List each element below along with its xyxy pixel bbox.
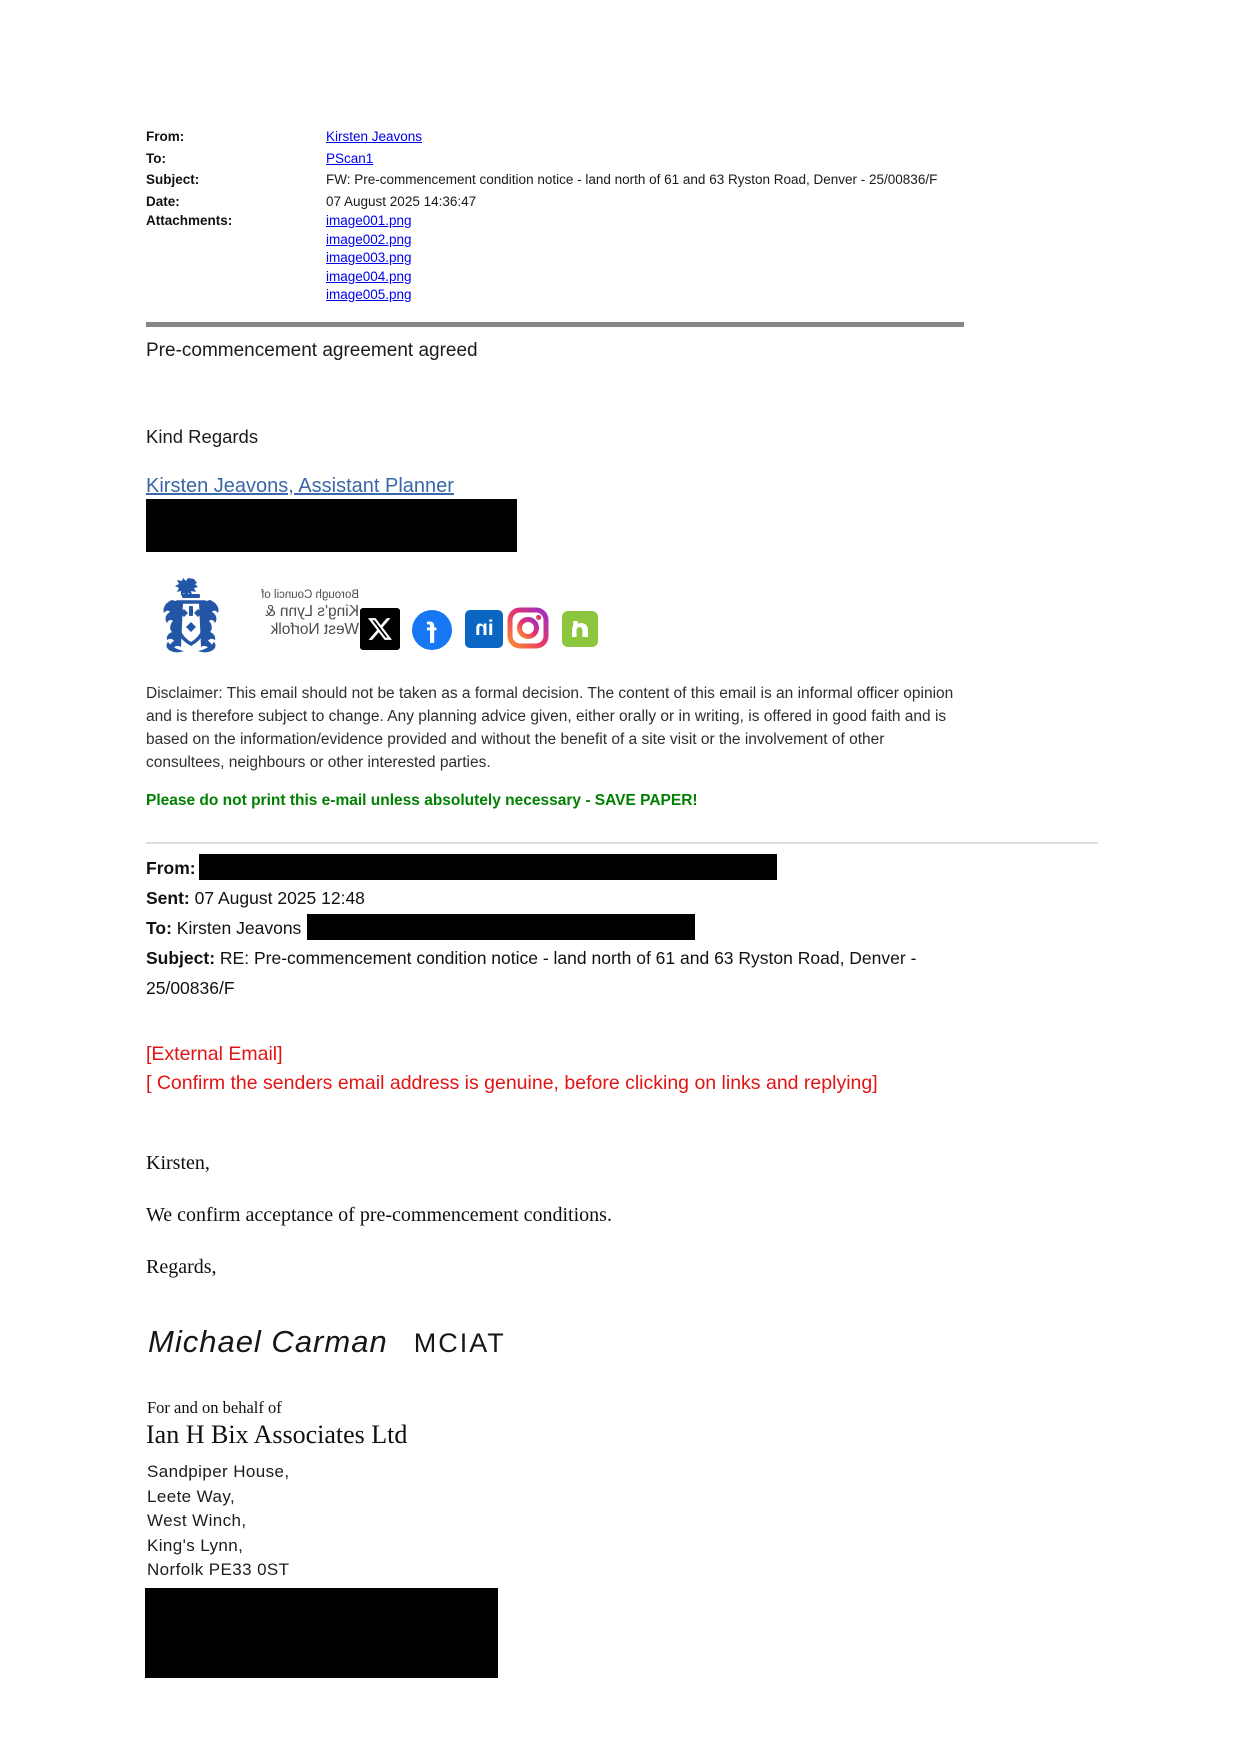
council-wordmark-line3: West Norfolk (270, 621, 359, 638)
instagram-glyph (506, 606, 550, 650)
message-headline: Pre-commencement agreement agreed (146, 340, 478, 361)
quoted-subject-label: Subject: (146, 948, 216, 968)
date-label: Date: (146, 193, 180, 209)
address-line: King's Lynn, (147, 1535, 244, 1555)
disclaimer-text: Disclaimer: This email should not be taken as a formal decision. The content of this email is an informal officer opinion and is therefore subject to change. Any planning advice given, either orally or in writing, is offered in good faith and is based on the information/evidence provided and without the benefit of a site visit or the involvement of other consultees, neighbours or other interested parties. (146, 685, 954, 771)
crest-graphic (158, 576, 224, 658)
attachment-link[interactable]: image001.png (326, 213, 412, 228)
quoted-from-row (146, 853, 998, 883)
header-row-from (146, 126, 976, 148)
quoted-message-divider (146, 842, 1098, 844)
redaction-box-signature-contact (145, 1588, 498, 1678)
planner-signature-link[interactable]: Kirsten Jeavons, Assistant Planner (146, 475, 454, 497)
council-wordmark-line2: King's Lynn & (265, 603, 359, 620)
header-row-date (146, 191, 976, 213)
to-label: To: (146, 150, 166, 166)
quoted-from-label: From: (146, 858, 196, 878)
company-address (147, 1460, 290, 1583)
on-behalf-text: For and on behalf of (147, 1398, 282, 1417)
signature-block (148, 1324, 506, 1360)
attachment-link[interactable]: image003.png (326, 250, 412, 265)
attachment-link[interactable]: image002.png (326, 231, 412, 247)
address-line: Norfolk PE33 0ST (147, 1560, 290, 1579)
quoted-subject-row (146, 943, 998, 1003)
quoted-to-label: To: (146, 918, 172, 938)
x-glyph (368, 617, 392, 641)
quoted-sent-row (146, 883, 998, 913)
from-value-link[interactable]: Kirsten Jeavons (326, 129, 423, 144)
external-email-line2: [ Confirm the senders email address is genuine, before clicking on links and replying] (146, 1071, 878, 1094)
external-email-warning (146, 1040, 878, 1097)
header-row-attachments (146, 212, 976, 305)
save-paper-notice: Please do not print this e-mail unless absolutely necessary - SAVE PAPER! (146, 792, 698, 809)
signer-credentials: MCIAT (413, 1328, 506, 1358)
attachment-link[interactable]: image004.png (326, 268, 412, 284)
redaction-box-sender (199, 854, 777, 880)
subject-value: FW: Pre-commencement condition notice - land north of 61 and 63 Ryston Road, Denver - 25/00836/F (326, 172, 938, 187)
attachment-link[interactable]: image005.png (326, 287, 412, 302)
company-name: Ian H Bix Associates Ltd (146, 1420, 408, 1449)
address-line: Sandpiper House, (147, 1462, 290, 1481)
redaction-box-recipient-address (307, 914, 695, 940)
quoted-to-value: Kirsten Jeavons (176, 918, 302, 938)
facebook-icon[interactable] (412, 610, 452, 650)
date-value: 07 August 2025 14:36:47 (326, 193, 477, 209)
header-row-to (146, 148, 976, 170)
quoted-subject-value: RE: Pre-commencement condition notice - land north of 61 and 63 Ryston Road, Denver - 25/00836/F (146, 948, 917, 998)
to-value-link[interactable]: PScan1 (326, 150, 374, 166)
reply-regards: Regards, (146, 1256, 217, 1278)
subject-label: Subject: (146, 172, 200, 187)
nextdoor-icon[interactable] (562, 611, 598, 647)
quoted-email-header (146, 853, 998, 1003)
header-divider (146, 322, 964, 327)
quoted-to-row (146, 913, 998, 943)
nextdoor-n-glyph (568, 617, 592, 641)
header-row-subject (146, 169, 976, 191)
facebook-f-glyph: f (427, 617, 437, 650)
quoted-sent-label: Sent: (146, 888, 190, 908)
signer-name: Michael Carman (148, 1324, 388, 1359)
attachment-list (326, 212, 412, 305)
redaction-box-contact-details (146, 499, 517, 552)
linkedin-icon[interactable] (465, 610, 503, 648)
council-crest-logo (158, 576, 224, 663)
message-closing: Kind Regards (146, 426, 259, 447)
email-header (146, 126, 976, 305)
from-label: From: (146, 129, 185, 144)
instagram-icon[interactable] (506, 606, 550, 650)
reply-greeting: Kirsten, (146, 1152, 210, 1174)
address-line: West Winch, (147, 1511, 247, 1530)
council-wordmark-line1: Borough Council of (261, 589, 359, 601)
linkedin-in-glyph: in (474, 617, 494, 640)
address-line: Leete Way, (147, 1486, 236, 1506)
attachments-label: Attachments: (146, 213, 233, 228)
external-email-line1: [External Email] (146, 1043, 283, 1065)
reply-confirmation: We confirm acceptance of pre-commencement conditions. (146, 1204, 612, 1226)
x-twitter-icon[interactable] (360, 608, 400, 650)
quoted-sent-value: 07 August 2025 12:48 (194, 888, 365, 908)
council-wordmark-mirrored (237, 588, 359, 639)
